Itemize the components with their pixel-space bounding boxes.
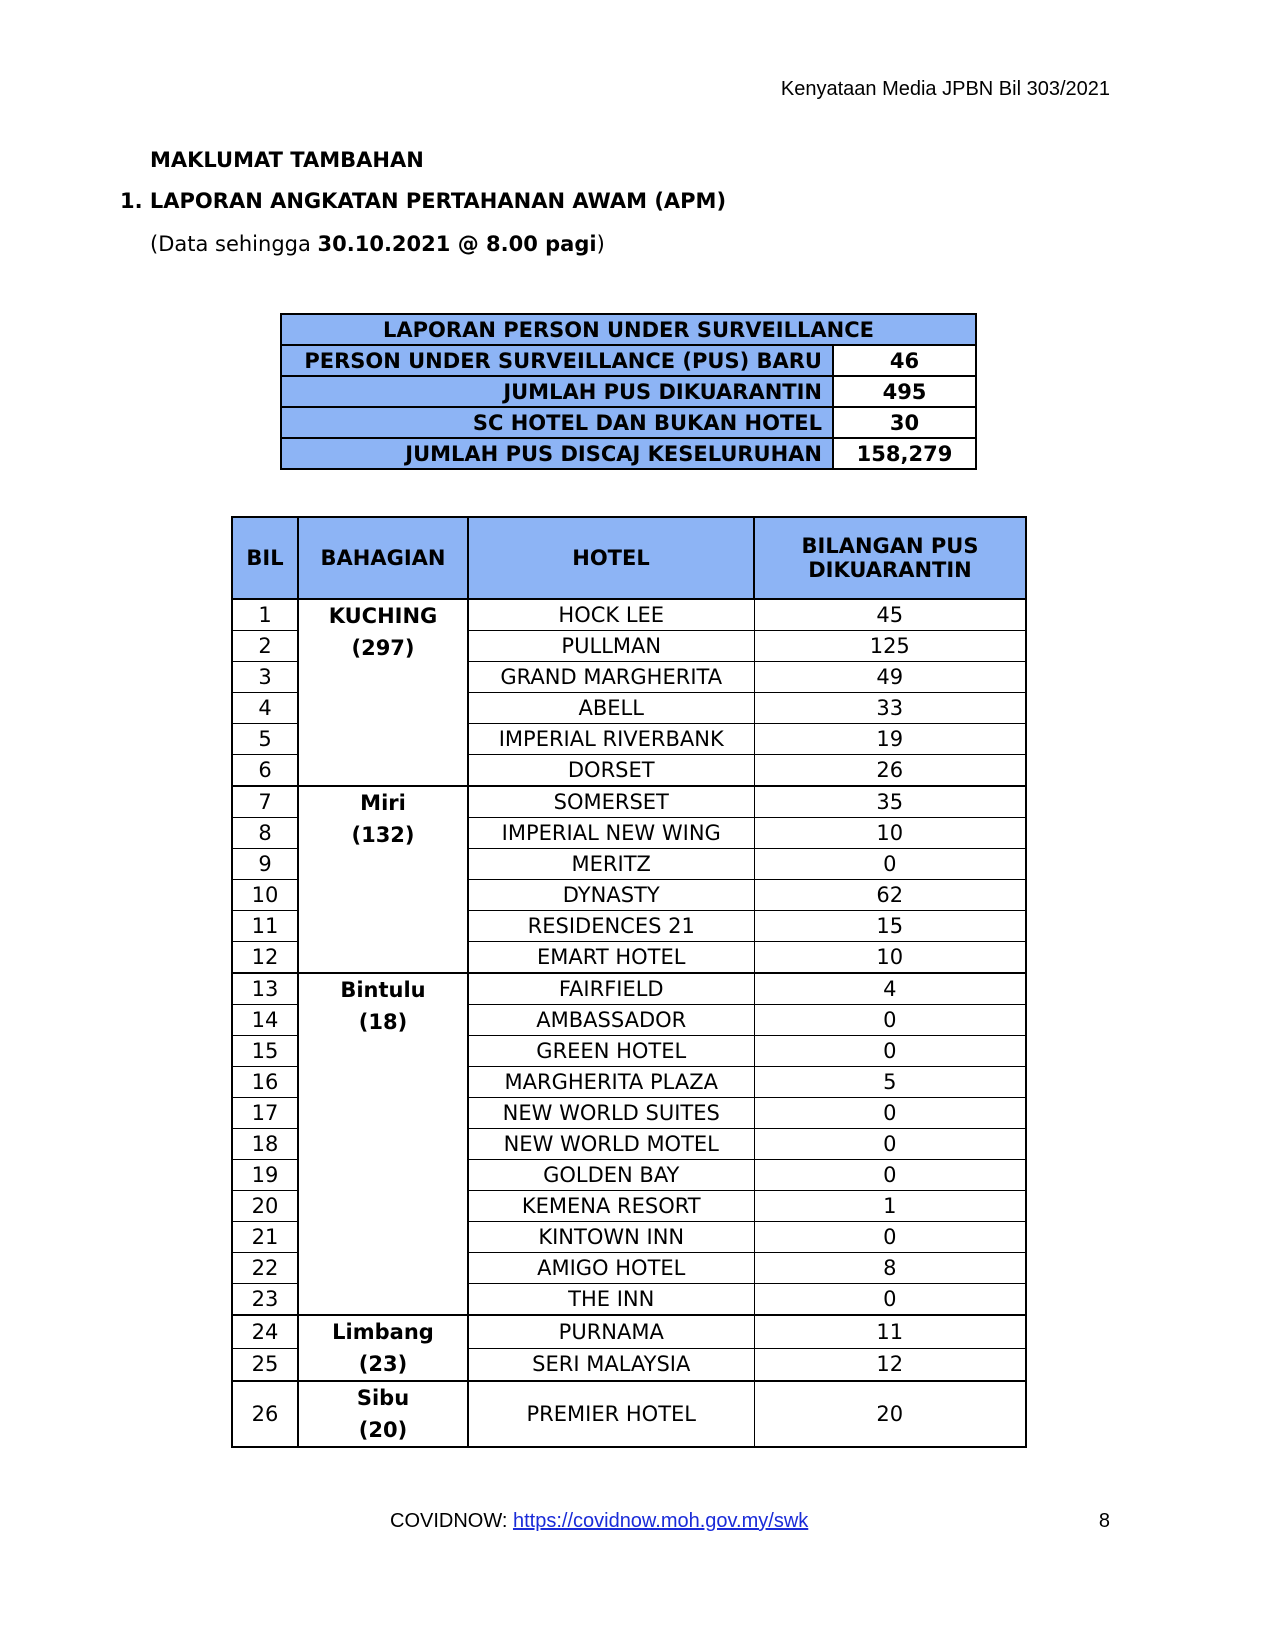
cell-count: 0 (754, 1284, 1026, 1316)
pus-report-table (280, 313, 977, 470)
division-name: KUCHING (328, 604, 438, 628)
cell-count: 0 (754, 1036, 1026, 1067)
division-name: Limbang (332, 1320, 434, 1344)
table-row (232, 786, 1026, 818)
cell-count: 26 (754, 755, 1026, 787)
pus-row (281, 345, 976, 376)
cell-bil: 9 (232, 849, 298, 880)
covidnow-link[interactable]: https://covidnow.moh.gov.my/swk (512, 1510, 809, 1532)
cell-bil: 8 (232, 818, 298, 849)
cell-count: 0 (754, 1129, 1026, 1160)
cell-bil: 5 (232, 724, 298, 755)
cell-count: 8 (754, 1253, 1026, 1284)
division-name: Miri (360, 791, 406, 815)
cell-bil: 26 (232, 1381, 298, 1447)
header-bilangan: BILANGAN PUS DIKUARANTIN (754, 517, 1026, 599)
cell-hotel: GREEN HOTEL (468, 1036, 754, 1067)
cell-hotel: GOLDEN BAY (468, 1160, 754, 1191)
cell-hotel: MERITZ (468, 849, 754, 880)
cell-bil: 16 (232, 1067, 298, 1098)
table-row (232, 1315, 1026, 1348)
pus-row (281, 407, 976, 438)
cell-count: 11 (754, 1315, 1026, 1348)
division-total: (18) (358, 1010, 408, 1034)
cell-bil: 20 (232, 1191, 298, 1222)
cell-bil: 11 (232, 911, 298, 942)
cell-hotel: FAIRFIELD (468, 973, 754, 1005)
cell-hotel: HOCK LEE (468, 599, 754, 631)
division-total: (297) (351, 636, 415, 660)
cell-bil: 14 (232, 1005, 298, 1036)
cell-count: 19 (754, 724, 1026, 755)
cell-count: 45 (754, 599, 1026, 631)
cell-bil: 12 (232, 942, 298, 974)
cell-count: 1 (754, 1191, 1026, 1222)
division-total: (132) (351, 823, 415, 847)
cell-hotel: AMBASSADOR (468, 1005, 754, 1036)
section-subtitle: 1. LAPORAN ANGKATAN PERTAHANAN AWAM (APM) (120, 189, 727, 213)
pus-value: 158,279 (833, 438, 976, 469)
table-row (232, 599, 1026, 631)
cell-bil: 19 (232, 1160, 298, 1191)
document-reference: Kenyataan Media JPBN Bil 303/2021 (780, 78, 1110, 100)
cell-bil: 24 (232, 1315, 298, 1348)
cell-bil: 22 (232, 1253, 298, 1284)
cell-hotel: PULLMAN (468, 631, 754, 662)
cell-bil: 25 (232, 1348, 298, 1381)
table-row (232, 973, 1026, 1005)
cell-count: 15 (754, 911, 1026, 942)
cell-count: 125 (754, 631, 1026, 662)
pus-table-title: LAPORAN PERSON UNDER SURVEILLANCE (281, 314, 976, 345)
note-date: 30.10.2021 @ 8.00 pagi (317, 232, 597, 256)
data-date-note (150, 232, 605, 256)
cell-count: 0 (754, 849, 1026, 880)
cell-hotel: SERI MALAYSIA (468, 1348, 754, 1381)
cell-count: 0 (754, 1005, 1026, 1036)
cell-count: 0 (754, 1098, 1026, 1129)
cell-hotel: ABELL (468, 693, 754, 724)
cell-hotel: KEMENA RESORT (468, 1191, 754, 1222)
cell-hotel: IMPERIAL NEW WING (468, 818, 754, 849)
cell-count: 10 (754, 818, 1026, 849)
note-suffix: ) (596, 232, 605, 256)
cell-hotel: DORSET (468, 755, 754, 787)
cell-bil: 4 (232, 693, 298, 724)
note-prefix: (Data sehingga (150, 232, 318, 256)
division-total: (23) (358, 1352, 408, 1376)
cell-bahagian (298, 973, 468, 1315)
cell-count: 33 (754, 693, 1026, 724)
cell-hotel: DYNASTY (468, 880, 754, 911)
pus-value: 495 (833, 376, 976, 407)
cell-hotel: PURNAMA (468, 1315, 754, 1348)
hotel-quarantine-table (231, 516, 1027, 1448)
cell-bil: 10 (232, 880, 298, 911)
cell-count: 12 (754, 1348, 1026, 1381)
cell-bil: 7 (232, 786, 298, 818)
cell-bil: 21 (232, 1222, 298, 1253)
division-name: Bintulu (340, 978, 426, 1002)
cell-hotel: GRAND MARGHERITA (468, 662, 754, 693)
cell-bil: 23 (232, 1284, 298, 1316)
section-title: MAKLUMAT TAMBAHAN (150, 148, 424, 172)
cell-hotel: AMIGO HOTEL (468, 1253, 754, 1284)
cell-count: 20 (754, 1381, 1026, 1447)
header-hotel: HOTEL (468, 517, 754, 599)
cell-bahagian (298, 1381, 468, 1447)
cell-bahagian (298, 1315, 468, 1381)
header-bil: BIL (232, 517, 298, 599)
pus-label: JUMLAH PUS DISCAJ KESELURUHAN (281, 438, 833, 469)
pus-row (281, 438, 976, 469)
cell-hotel: PREMIER HOTEL (468, 1381, 754, 1447)
pus-label: JUMLAH PUS DIKUARANTIN (281, 376, 833, 407)
cell-count: 10 (754, 942, 1026, 974)
cell-bil: 18 (232, 1129, 298, 1160)
cell-count: 0 (754, 1222, 1026, 1253)
cell-bil: 2 (232, 631, 298, 662)
footer-label: COVIDNOW: (390, 1510, 513, 1532)
header-bahagian: BAHAGIAN (298, 517, 468, 599)
cell-count: 35 (754, 786, 1026, 818)
cell-bil: 17 (232, 1098, 298, 1129)
cell-hotel: THE INN (468, 1284, 754, 1316)
cell-bil: 3 (232, 662, 298, 693)
cell-count: 4 (754, 973, 1026, 1005)
pus-label: SC HOTEL DAN BUKAN HOTEL (281, 407, 833, 438)
cell-bil: 15 (232, 1036, 298, 1067)
table-row (232, 1381, 1026, 1447)
cell-bahagian (298, 599, 468, 786)
cell-hotel: NEW WORLD MOTEL (468, 1129, 754, 1160)
pus-label: PERSON UNDER SURVEILLANCE (PUS) BARU (281, 345, 833, 376)
division-total: (20) (358, 1418, 408, 1442)
cell-hotel: KINTOWN INN (468, 1222, 754, 1253)
cell-bahagian (298, 786, 468, 973)
pus-value: 46 (833, 345, 976, 376)
cell-bil: 13 (232, 973, 298, 1005)
cell-hotel: SOMERSET (468, 786, 754, 818)
cell-hotel: IMPERIAL RIVERBANK (468, 724, 754, 755)
cell-hotel: NEW WORLD SUITES (468, 1098, 754, 1129)
cell-hotel: RESIDENCES 21 (468, 911, 754, 942)
footer (390, 1510, 808, 1533)
pus-row (281, 376, 976, 407)
cell-hotel: MARGHERITA PLAZA (468, 1067, 754, 1098)
cell-count: 0 (754, 1160, 1026, 1191)
cell-hotel: EMART HOTEL (468, 942, 754, 974)
cell-count: 62 (754, 880, 1026, 911)
cell-bil: 6 (232, 755, 298, 787)
cell-bil: 1 (232, 599, 298, 631)
page-number: 8 (1098, 1510, 1110, 1532)
pus-value: 30 (833, 407, 976, 438)
division-name: Sibu (356, 1386, 410, 1410)
cell-count: 49 (754, 662, 1026, 693)
cell-count: 5 (754, 1067, 1026, 1098)
